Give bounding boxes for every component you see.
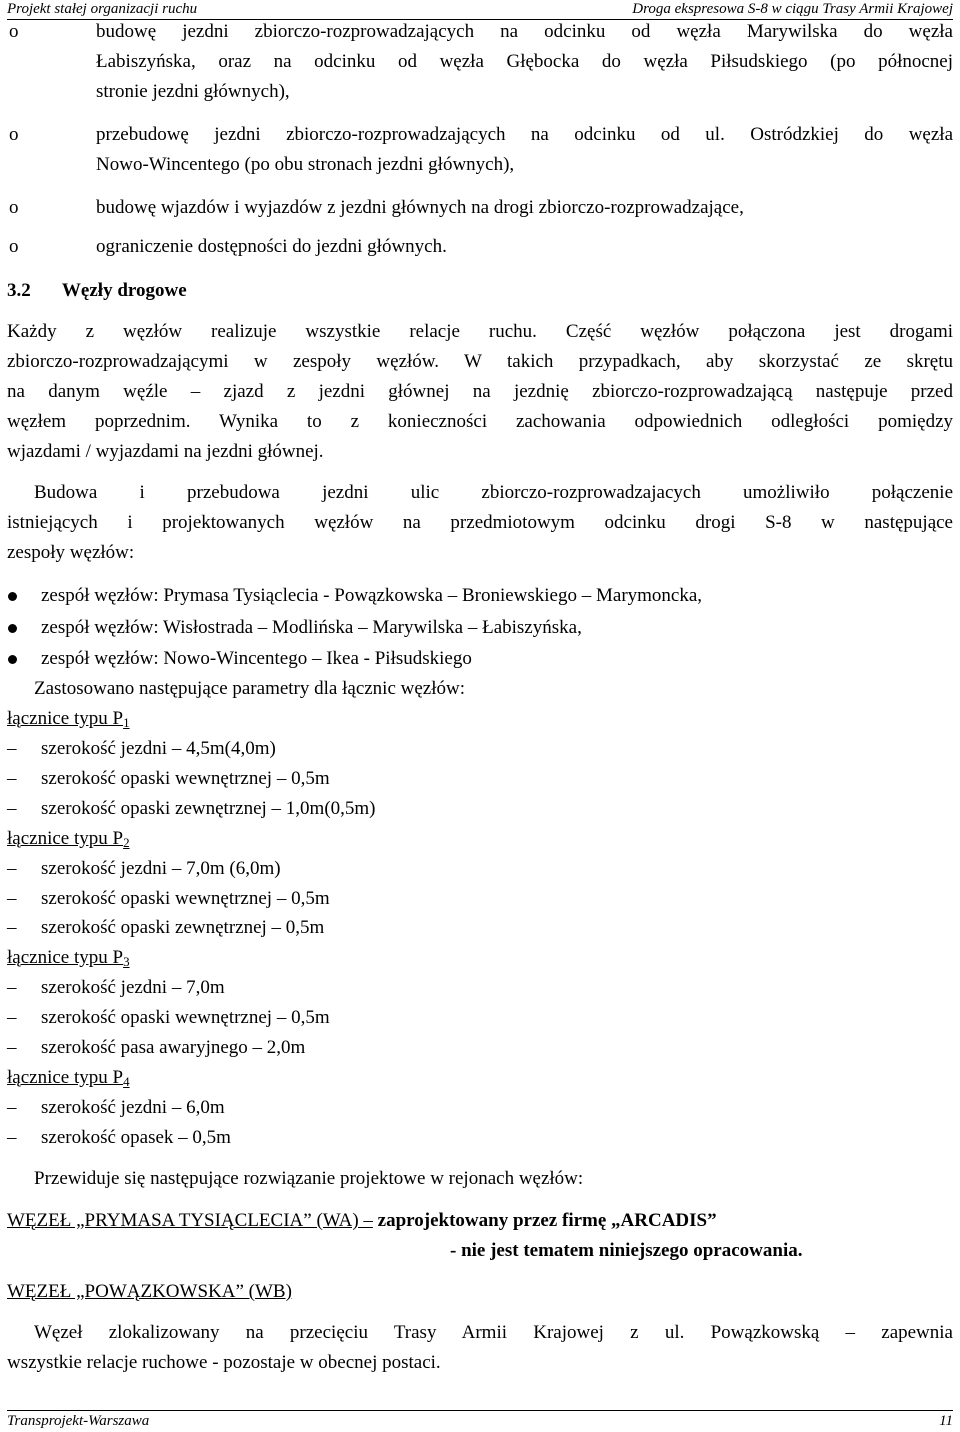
list-item: – szerokość opaski wewnętrznej – 0,5m (7, 1007, 330, 1028)
node-wa-name: WĘZEŁ „PRYMASA TYSIĄCLECIA” (WA) – (7, 1210, 373, 1231)
dash-marker: – (7, 977, 17, 998)
dash-marker: – (7, 1127, 17, 1148)
list-item-line: Nowo-Wincentego (po obu stronach jezdni głównych), (96, 154, 515, 175)
node-wb-heading: WĘZEŁ „POWĄZKOWSKA” (WB) (7, 1281, 292, 1302)
paragraph-line: Każdy z węzłów realizuje wszystkie relacje ruchu. Część węzłów połączona jest drogami (7, 321, 953, 342)
list-item: – szerokość opasek – 0,5m (7, 1127, 231, 1148)
link-type-heading: łącznice typu $P_3$ (7, 947, 130, 969)
paragraph-line: zbiorczo-rozprowadzającymi w zespoły węzłów. W takich przypadkach, aby skorzystać ze skrętu (7, 351, 953, 372)
list-item: – szerokość opaski wewnętrznej – 0,5m (7, 888, 330, 909)
section-number: 3.2 (7, 280, 31, 301)
list-item: – szerokość jezdni – 7,0m (6,0m) (7, 858, 281, 879)
params-intro: Zastosowano następujące parametry dla łącznic węzłów: (34, 678, 466, 699)
list-item: – szerokość jezdni – 4,5m(4,0m) (7, 738, 276, 759)
list-marker: o (9, 21, 19, 42)
header-road-title: Droga ekspresowa S-8 w ciągu Trasy Armii Krajowej (632, 1, 953, 17)
list-item-line: ograniczenie dostępności do jezdni głównych. (96, 236, 447, 257)
list-item-line: budowę jezdni zbiorczo-rozprowadzających na odcinku od węzła Marywilska do węzła (96, 21, 953, 42)
dash-marker: – (7, 1007, 17, 1028)
list-marker: o (9, 197, 19, 218)
bullet-icon (8, 655, 17, 664)
dash-marker: – (7, 917, 17, 938)
header-project-title: Projekt stałej organizacji ruchu (7, 1, 198, 17)
page-number: 11 (939, 1413, 953, 1429)
list-item: – szerokość opaski zewnętrznej – 1,0m(0,5m) (7, 798, 376, 819)
paragraph-line: zespoły węzłów: (7, 542, 135, 563)
list-marker: o (9, 124, 19, 145)
list-item: – szerokość pasa awaryjnego – 2,0m (7, 1037, 306, 1058)
paragraph-line: węzłem poprzednim. Wynika to z konieczności zachowania odpowiednich odległości pomiędzy (7, 411, 953, 432)
page-header (7, 0, 953, 20)
footer-company: Transprojekt-Warszawa (7, 1413, 150, 1429)
solution-intro: Przewiduje się następujące rozwiązanie projektowe w rejonach węzłów: (34, 1168, 584, 1189)
link-type-heading: łącznice typu $P_1$ (7, 708, 130, 730)
paragraph-line: istniejących i projektowanych węzłów na przedmiotowym odcinku drogi S-8 w następujące (7, 512, 953, 533)
dash-marker: – (7, 888, 17, 909)
dash-marker: – (7, 798, 17, 819)
paragraph-line: Budowa i przebudowa jezdni ulic zbiorczo-rozprowadzajacych umożliwiło połączenie (34, 482, 953, 503)
list-item: – szerokość jezdni – 7,0m (7, 977, 225, 998)
node-wa-designer: zaprojektowany przez firmę „ARCADIS” (377, 1210, 717, 1231)
bullet-icon (8, 592, 17, 601)
dash-marker: – (7, 858, 17, 879)
dash-marker: – (7, 1037, 17, 1058)
bullet-icon (8, 624, 17, 633)
list-item-line: Łabiszyńska, oraz na odcinku od węzła Głębocka do węzła Piłsudskiego (po północnej (96, 51, 953, 72)
paragraph-line: wjazdami / wyjazdami na jezdni głównej. (7, 441, 324, 462)
dash-marker: – (7, 1097, 17, 1118)
dash-marker: – (7, 738, 17, 759)
list-item-line: stronie jezdni głównych), (96, 81, 290, 102)
section-heading (7, 279, 960, 303)
list-marker: o (9, 236, 19, 257)
link-type-heading: łącznice typu $P_4$ (7, 1067, 130, 1089)
paragraph-line: na danym węźle – zjazd z jezdni głównej na jezdnię zbiorczo-rozprowadzającą następuje przed (7, 381, 953, 402)
dash-marker: – (7, 768, 17, 789)
section-title: Węzły drogowe (61, 280, 187, 301)
node-wa-heading (7, 1209, 960, 1233)
list-item-line: budowę wjazdów i wyjazdów z jezdni głównych na drogi zbiorczo-rozprowadzające, (96, 197, 744, 218)
node-wa-note: - nie jest tematem niniejszego opracowania. (450, 1240, 803, 1261)
paragraph-line: Węzeł zlokalizowany na przecięciu Trasy Armii Krajowej z ul. Powązkowską – zapewnia (34, 1322, 953, 1343)
list-item-line: przebudowę jezdni zbiorczo-rozprowadzających na odcinku od ul. Ostródzkiej do węzła (96, 124, 953, 145)
list-item: – szerokość opaski zewnętrznej – 0,5m (7, 917, 325, 938)
page-footer (7, 1410, 953, 1429)
list-item: – szerokość jezdni – 6,0m (7, 1097, 225, 1118)
list-item: – szerokość opaski wewnętrznej – 0,5m (7, 768, 330, 789)
link-type-heading: łącznice typu $P_2$ (7, 828, 130, 850)
paragraph-line: wszystkie relacje ruchowe - pozostaje w obecnej postaci. (7, 1352, 441, 1373)
